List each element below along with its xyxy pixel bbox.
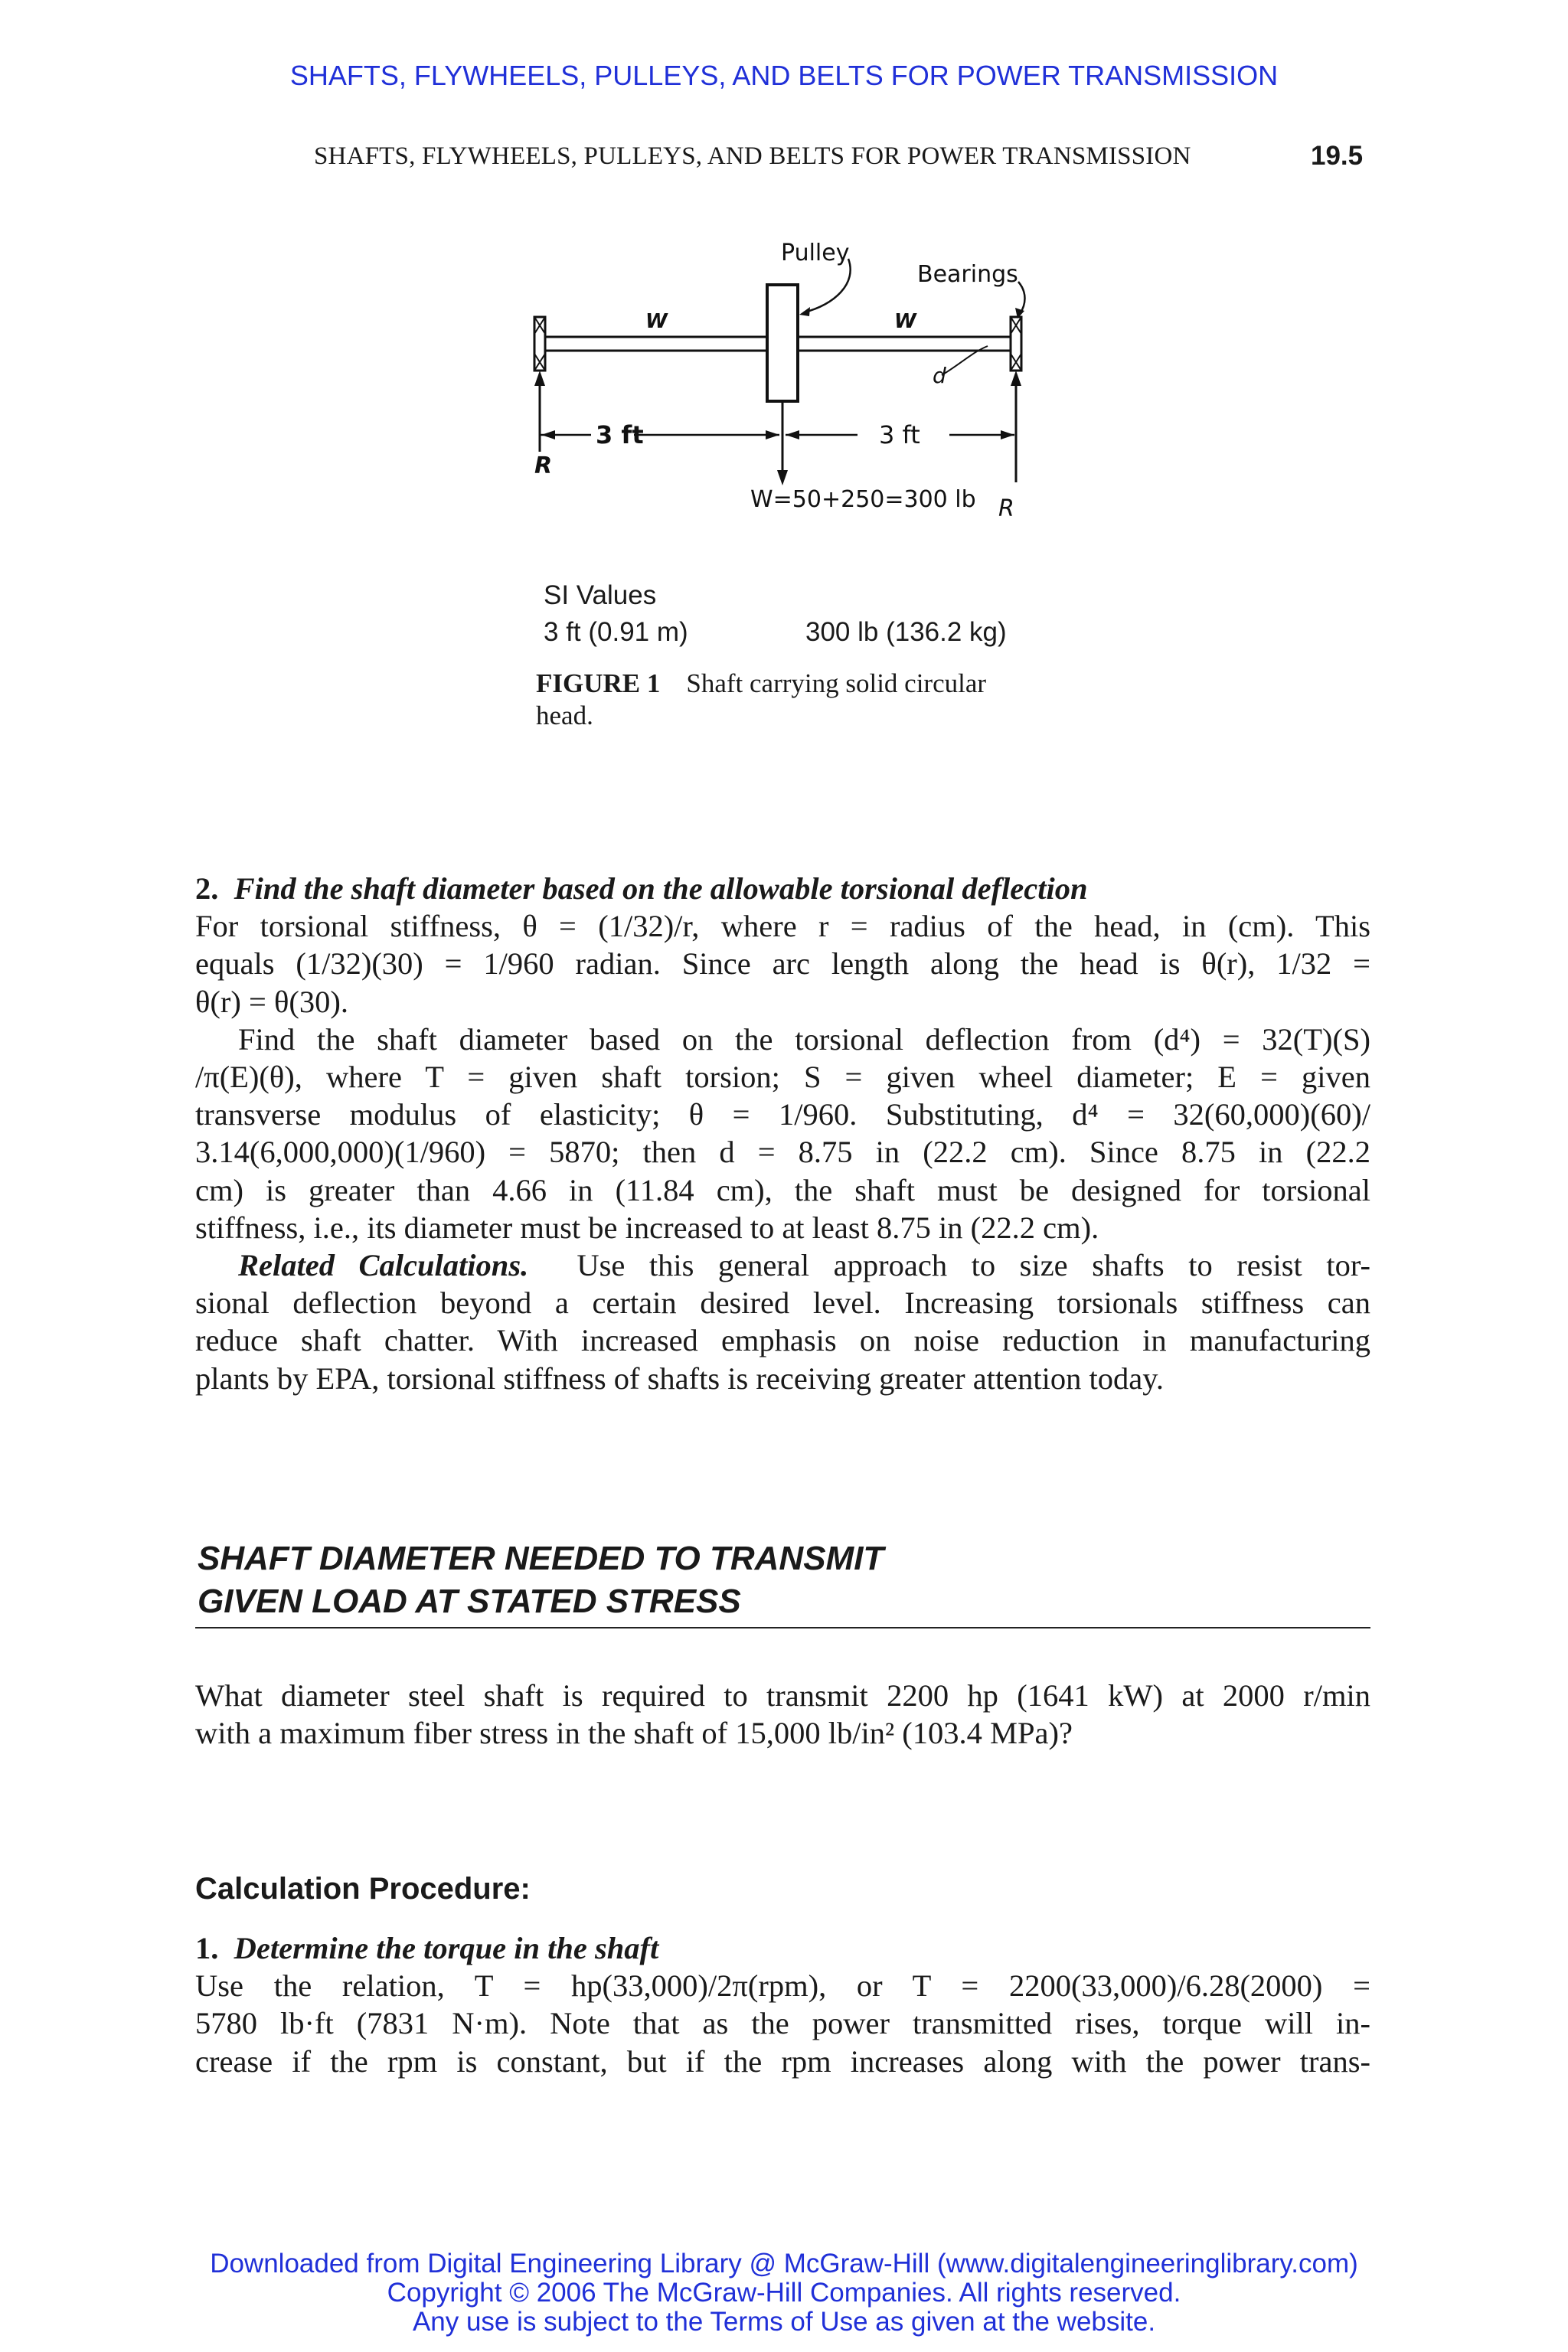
w-right-label: W bbox=[894, 310, 916, 333]
bearings-label: Bearings bbox=[917, 261, 1018, 288]
step1-line3: crease if the rpm is constant, but if the rpm increases along with the power trans- bbox=[195, 2043, 1370, 2079]
d-label: d bbox=[933, 363, 946, 388]
question-block bbox=[195, 1677, 1370, 1752]
step2-p1-line3: θ(r) = θ(30). bbox=[195, 984, 348, 1019]
step2-title: Find the shaft diameter based on the allowable torsional deflection bbox=[234, 871, 1088, 906]
si-value-length: 3 ft (0.91 m) bbox=[544, 617, 688, 647]
reaction-right-label: R bbox=[998, 495, 1014, 522]
footer-terms: Any use is subject to the Terms of Use as given at the website. bbox=[412, 2307, 1156, 2337]
step1-number: 1. bbox=[195, 1931, 219, 1965]
related-label: Related Calculations. bbox=[238, 1248, 529, 1283]
figure-caption-label: FIGURE 1 bbox=[536, 668, 661, 698]
step2-p1-line1: For torsional stiffness, θ = (1/32)/r, where r = radius of the head, in (cm). This bbox=[195, 909, 1370, 944]
step2-p2-line6: stiffness, i.e., its diameter must be increased to at least 8.75 in (22.2 cm). bbox=[195, 1210, 1099, 1245]
dim-left-label: 3 ft bbox=[596, 420, 644, 449]
w-left-label: W bbox=[645, 310, 668, 333]
shaft-figure bbox=[521, 222, 1041, 544]
pulley bbox=[767, 285, 798, 401]
section-rule bbox=[195, 1627, 1370, 1628]
related-line1-text: Use this general approach to size shafts to resist tor- bbox=[577, 1248, 1370, 1283]
bearings-leader bbox=[1018, 282, 1025, 314]
pulley-leader bbox=[804, 259, 851, 312]
footer-copyright: Copyright © 2006 The McGraw-Hill Companies. All rights reserved. bbox=[387, 2278, 1181, 2308]
si-values-title: SI Values bbox=[544, 580, 657, 610]
load-label: W=50+250=300 lb bbox=[750, 486, 976, 513]
question-line2: with a maximum fiber stress in the shaft of 15,000 lb/in² (103.4 MPa)? bbox=[195, 1716, 1073, 1751]
figure-caption-text: Shaft carrying solid circular head. bbox=[536, 668, 987, 730]
section-title-line1: SHAFT DIAMETER NEEDED TO TRANSMIT bbox=[198, 1540, 884, 1577]
step1-heading bbox=[195, 1929, 1370, 1967]
section-title bbox=[198, 1537, 884, 1623]
page-number: 19.5 bbox=[1311, 141, 1364, 171]
step2-p2-line4: 3.14(6,000,000)(1/960) = 5870; then d = 8.75 in (22.2 cm). Since 8.75 in (22.2 bbox=[195, 1135, 1370, 1170]
question-line1: What diameter steel shaft is required to transmit 2200 hp (1641 kW) at 2000 r/min bbox=[195, 1678, 1370, 1713]
related-line3: reduce shaft chatter. With increased emphasis on noise reduction in manufacturing bbox=[195, 1323, 1370, 1358]
related-line2: sional deflection beyond a certain desired level. Increasing torsionals stiffness can bbox=[195, 1285, 1370, 1321]
step2-number: 2. bbox=[195, 871, 219, 906]
step2-p2-line1: Find the shaft diameter based on the torsional deflection from (d⁴) = 32(T)(S) bbox=[238, 1021, 1370, 1057]
figure-caption bbox=[536, 668, 1041, 732]
step1-line1: Use the relation, T = hp(33,000)/2π(rpm), or T = 2200(33,000)/6.28(2000) = bbox=[195, 1968, 1370, 2004]
footer-download-link[interactable]: Downloaded from Digital Engineering Library @ McGraw-Hill (www.digitalengineeringlibrary.com) bbox=[210, 2249, 1358, 2278]
step1-line2: 5780 lb·ft (7831 N·m). Note that as the power transmitted rises, torque will in- bbox=[195, 2006, 1370, 2041]
related-line1 bbox=[195, 1246, 1370, 1284]
step2-p1-line2: equals (1/32)(30) = 1/960 radian. Since arc length along the head is θ(r), 1/32 = bbox=[195, 946, 1370, 982]
running-head: SHAFTS, FLYWHEELS, PULLEYS, AND BELTS FOR POWER TRANSMISSION bbox=[314, 142, 1191, 170]
step1-title: Determine the torque in the shaft bbox=[234, 1931, 659, 1965]
step2-block bbox=[195, 870, 1370, 1397]
step2-p2-line3: transverse modulus of elasticity; θ = 1/960. Substituting, d⁴ = 32(60,000)(60)/ bbox=[195, 1097, 1370, 1132]
dim-right-label: 3 ft bbox=[879, 420, 920, 449]
section-title-line2: GIVEN LOAD AT STATED STRESS bbox=[198, 1583, 741, 1620]
top-banner: SHAFTS, FLYWHEELS, PULLEYS, AND BELTS FOR POWER TRANSMISSION bbox=[289, 60, 1279, 91]
step2-p2-line5: cm) is greater than 4.66 in (11.84 cm), the shaft must be designed for torsional bbox=[195, 1172, 1370, 1207]
reaction-left-label: R bbox=[534, 452, 553, 479]
si-value-weight: 300 lb (136.2 kg) bbox=[805, 617, 1007, 647]
step2-heading bbox=[195, 870, 1370, 907]
step2-p2-line2: /π(E)(θ), where T = given shaft torsion; S = given wheel diameter; E = given bbox=[195, 1060, 1370, 1095]
procedure-heading: Calculation Procedure: bbox=[195, 1872, 531, 1906]
pulley-label: Pulley bbox=[781, 240, 850, 266]
related-line4: plants by EPA, torsional stiffness of shafts is receiving greater attention today. bbox=[195, 1361, 1165, 1396]
step1-block bbox=[195, 1929, 1370, 2080]
